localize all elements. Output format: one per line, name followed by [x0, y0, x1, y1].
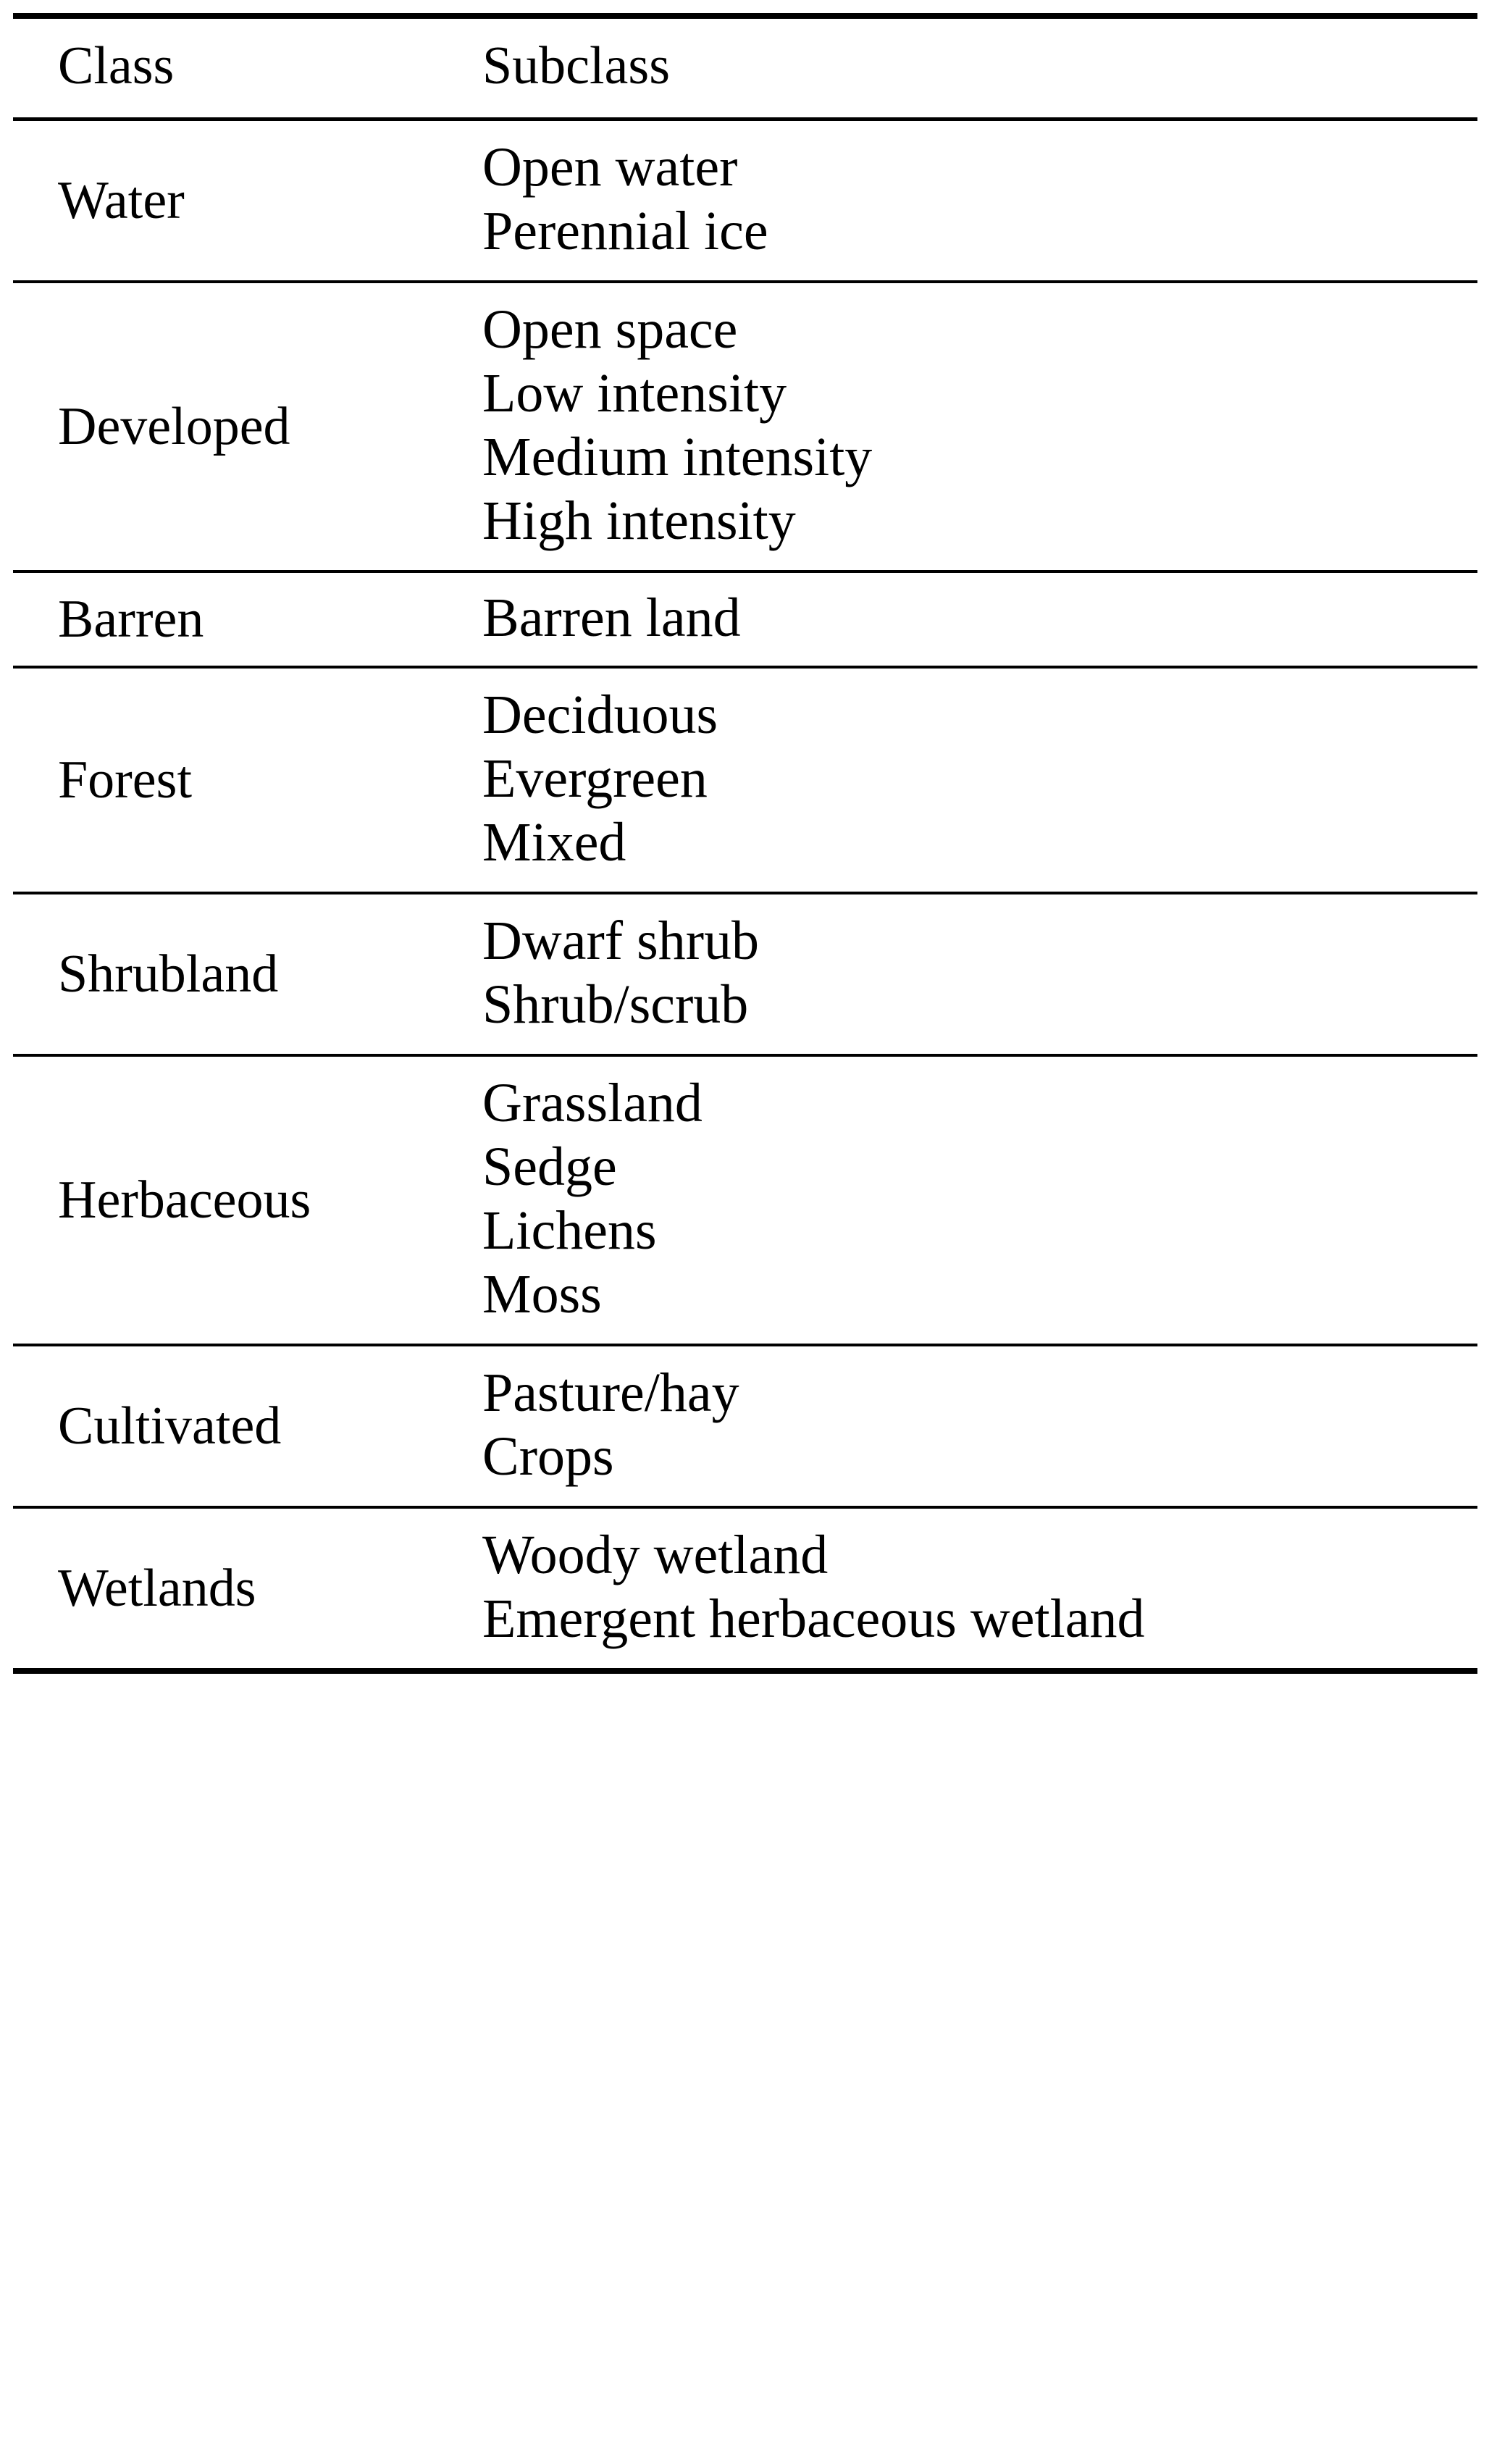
subclass-item: Barren land — [482, 587, 741, 648]
row-subclasses-wetlands — [477, 1507, 1477, 1671]
row-class-wetlands: Wetlands — [58, 1559, 256, 1618]
row-subclasses-cultivated — [477, 1345, 1477, 1507]
row-subclasses-herbaceous — [477, 1055, 1477, 1345]
land-cover-classification-table — [13, 13, 1477, 1674]
row-class-barren: Barren — [58, 590, 204, 649]
table-header — [13, 16, 1477, 120]
table-header-row — [13, 16, 1477, 120]
table-row — [13, 571, 1477, 667]
subclass-item: Perennial ice — [482, 201, 768, 261]
subclass-item: Open space — [482, 299, 738, 360]
row-subclasses-water — [477, 120, 1477, 282]
table-row — [13, 1345, 1477, 1507]
subclass-item: Woody wetland — [482, 1525, 829, 1585]
row-subclasses-forest — [477, 667, 1477, 893]
subclass-item: Medium intensity — [482, 427, 873, 487]
row-class-water: Water — [58, 171, 185, 230]
table-row — [13, 1507, 1477, 1671]
subclass-item: Moss — [482, 1264, 602, 1325]
subclass-item: Mixed — [482, 812, 626, 873]
subclass-item: Deciduous — [482, 684, 718, 745]
table-row — [13, 282, 1477, 571]
subclass-item: Shrub/scrub — [482, 974, 749, 1035]
row-class-developed: Developed — [58, 397, 290, 456]
column-header-subclass: Subclass — [482, 36, 670, 96]
subclass-item: Dwarf shrub — [482, 910, 760, 971]
table-row — [13, 667, 1477, 893]
subclass-item: Lichens — [482, 1200, 657, 1261]
subclass-item: Grassland — [482, 1073, 703, 1133]
subclass-item: Sedge — [482, 1136, 617, 1197]
row-class-herbaceous: Herbaceous — [58, 1170, 311, 1230]
row-subclasses-developed — [477, 282, 1477, 571]
table-row — [13, 120, 1477, 282]
subclass-item: Evergreen — [482, 748, 708, 809]
row-class-forest: Forest — [58, 750, 192, 810]
subclass-item: High intensity — [482, 490, 796, 551]
subclass-item: Crops — [482, 1426, 614, 1487]
row-class-cultivated: Cultivated — [58, 1396, 282, 1456]
subclass-item: Emergent herbaceous wetland — [482, 1588, 1145, 1649]
table-row — [13, 893, 1477, 1055]
row-subclasses-shrubland — [477, 893, 1477, 1055]
row-class-shrubland: Shrubland — [58, 944, 279, 1004]
subclass-item: Open water — [482, 137, 738, 198]
table-body — [13, 120, 1477, 1672]
subclass-item: Pasture/hay — [482, 1362, 739, 1423]
table-row — [13, 1055, 1477, 1345]
row-subclasses-barren — [477, 571, 1477, 667]
document-page — [0, 13, 1497, 2464]
subclass-item: Low intensity — [482, 363, 787, 424]
column-header-class: Class — [58, 36, 175, 96]
